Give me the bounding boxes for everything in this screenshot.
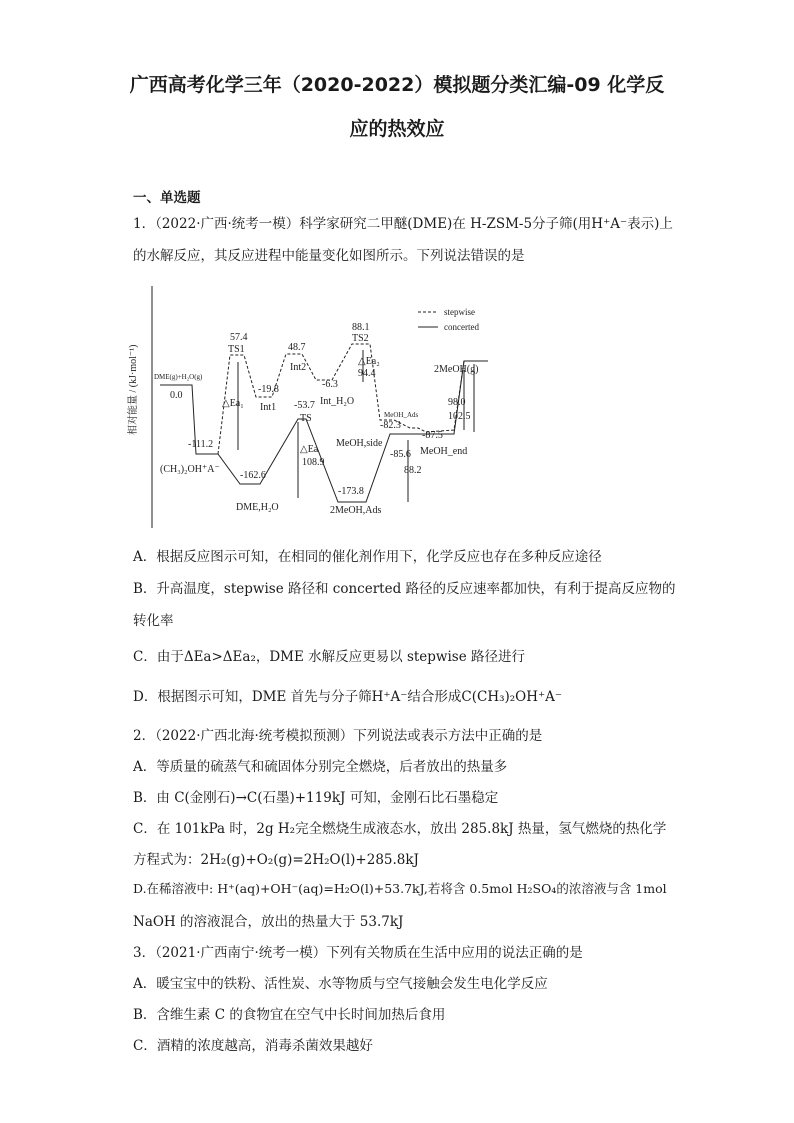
value-start: 0.0 bbox=[170, 390, 183, 401]
label-dEa1: △Ea₁ bbox=[222, 398, 244, 409]
value-dme-h2o: -162.6 bbox=[240, 470, 266, 481]
q1-option-d: D．根据图示可知，DME 首先与分子筛H⁺A⁻结合形成C(CH₃)₂OH⁺A⁻ bbox=[133, 689, 563, 705]
label-int1: Int1 bbox=[260, 402, 277, 413]
q1-option-b-line1: B．升高温度，stepwise 路径和 concerted 路径的反应速率都加快，有利于提高反应物的 bbox=[133, 581, 676, 597]
label-ts: TS bbox=[300, 413, 312, 424]
label-meoh-end: MeOH_end bbox=[420, 446, 468, 457]
value-ts1: 57.4 bbox=[230, 332, 248, 343]
q3-option-a: A．暖宝宝中的铁粉、活性炭、水等物质与空气接触会发生电化学反应 bbox=[133, 976, 548, 992]
label-2meoh-ads: 2MeOH,Ads bbox=[330, 505, 382, 516]
label-ts1: TS1 bbox=[228, 344, 245, 355]
label-product: 2MeOH(g) bbox=[434, 364, 479, 375]
value-102: 102.5 bbox=[448, 411, 471, 422]
legend-stepwise: stepwise bbox=[444, 307, 475, 317]
value-adsorbed: -111.2 bbox=[188, 439, 214, 450]
q1-stem-line1: 1．（2022·广西·统考一模）科学家研究二甲醚(DME)在 H-ZSM-5分子筛(用H⁺A⁻表示)上 bbox=[133, 216, 673, 232]
q2-option-b: B．由 C(金刚石)→C(石墨)+119kJ 可知，金刚石比石墨稳定 bbox=[133, 790, 499, 806]
label-int2: Int2 bbox=[290, 362, 307, 373]
label-meoh-ads: MeOH_Ads bbox=[384, 411, 419, 419]
energy-profile-diagram bbox=[118, 280, 498, 530]
q2-option-c-line2: 方程式为：2H₂(g)+O₂(g)=2H₂O(l)+285.8kJ bbox=[133, 852, 419, 868]
value-98: 98.0 bbox=[448, 397, 466, 408]
q2-option-d-line2: NaOH 的溶液混合，放出的热量大于 53.7kJ bbox=[133, 914, 404, 930]
value-ts: -53.7 bbox=[294, 400, 315, 411]
value-dEa2: 94.4 bbox=[358, 368, 376, 379]
value-int1: -19.8 bbox=[258, 384, 279, 395]
q2-option-d-line1: D.在稀溶液中: H⁺(aq)+OH⁻(aq)=H₂O(l)+53.7kJ,若将含 0.5mol H₂SO₄的浓溶液与含 1mol bbox=[133, 881, 667, 896]
value-2meoh-ads: -173.8 bbox=[338, 486, 364, 497]
label-dEa2: △Ea₂ bbox=[358, 356, 380, 367]
value-meoh-side: -85.6 bbox=[390, 449, 411, 460]
label-start: DME(g)+H₂O(g) bbox=[154, 373, 203, 381]
q1-option-a: A．根据反应图示可知，在相同的催化剂作用下，化学反应也存在多种反应途径 bbox=[133, 549, 602, 565]
label-dEa: △Ea bbox=[300, 444, 319, 455]
q2-option-a: A．等质量的硫蒸气和硫固体分别完全燃烧，后者放出的热量多 bbox=[133, 759, 508, 775]
label-meoh-side: MeOH,side bbox=[336, 438, 383, 449]
legend-concerted: concerted bbox=[444, 322, 479, 332]
page-title-line1: 广西高考化学三年（2020-2022）模拟题分类汇编-09 化学反 bbox=[129, 74, 665, 96]
value-int-h2o: -6.3 bbox=[322, 379, 338, 390]
value-ts2: 88.1 bbox=[352, 322, 370, 333]
label-int-h2o: Int_H₂O bbox=[320, 396, 355, 407]
q1-stem-line2: 的水解反应，其反应进程中能量变化如图所示。下列说法错误的是 bbox=[133, 248, 525, 264]
q3-option-b: B．含维生素 C 的食物宜在空气中长时间加热后食用 bbox=[133, 1007, 446, 1023]
value-meoh-ads: -82.3 bbox=[380, 420, 401, 431]
value-int2: 48.7 bbox=[288, 342, 306, 353]
value-meoh-end: -87.5 bbox=[422, 430, 443, 441]
q3-stem: 3．（2021·广西南宁·统考一模）下列有关物质在生活中应用的说法正确的是 bbox=[133, 945, 583, 961]
label-adsorbed: (CH₃)₂OH⁺A⁻ bbox=[160, 464, 220, 475]
label-ts2: TS2 bbox=[352, 333, 369, 344]
q1-option-c: C．由于ΔEa>ΔEa₂，DME 水解反应更易以 stepwise 路径进行 bbox=[133, 649, 526, 665]
value-88: 88.2 bbox=[404, 465, 422, 476]
q2-stem: 2．（2022·广西北海·统考模拟预测）下列说法或表示方法中正确的是 bbox=[133, 728, 543, 744]
label-dme-h2o: DME,H₂O bbox=[236, 502, 279, 513]
q3-option-c: C．酒精的浓度越高，消毒杀菌效果越好 bbox=[133, 1038, 373, 1054]
value-dEa: 108.9 bbox=[302, 457, 325, 468]
section-heading: 一、单选题 bbox=[133, 190, 201, 206]
q1-option-b-line2: 转化率 bbox=[133, 613, 174, 629]
page-title-line2: 应的热效应 bbox=[349, 118, 445, 140]
q2-option-c-line1: C．在 101kPa 时，2g H₂完全燃烧生成液态水，放出 285.8kJ 热量，氢气燃烧的热化学 bbox=[133, 821, 667, 837]
y-axis-label: 相对能量 / (kJ·mol⁻¹) bbox=[128, 344, 139, 435]
